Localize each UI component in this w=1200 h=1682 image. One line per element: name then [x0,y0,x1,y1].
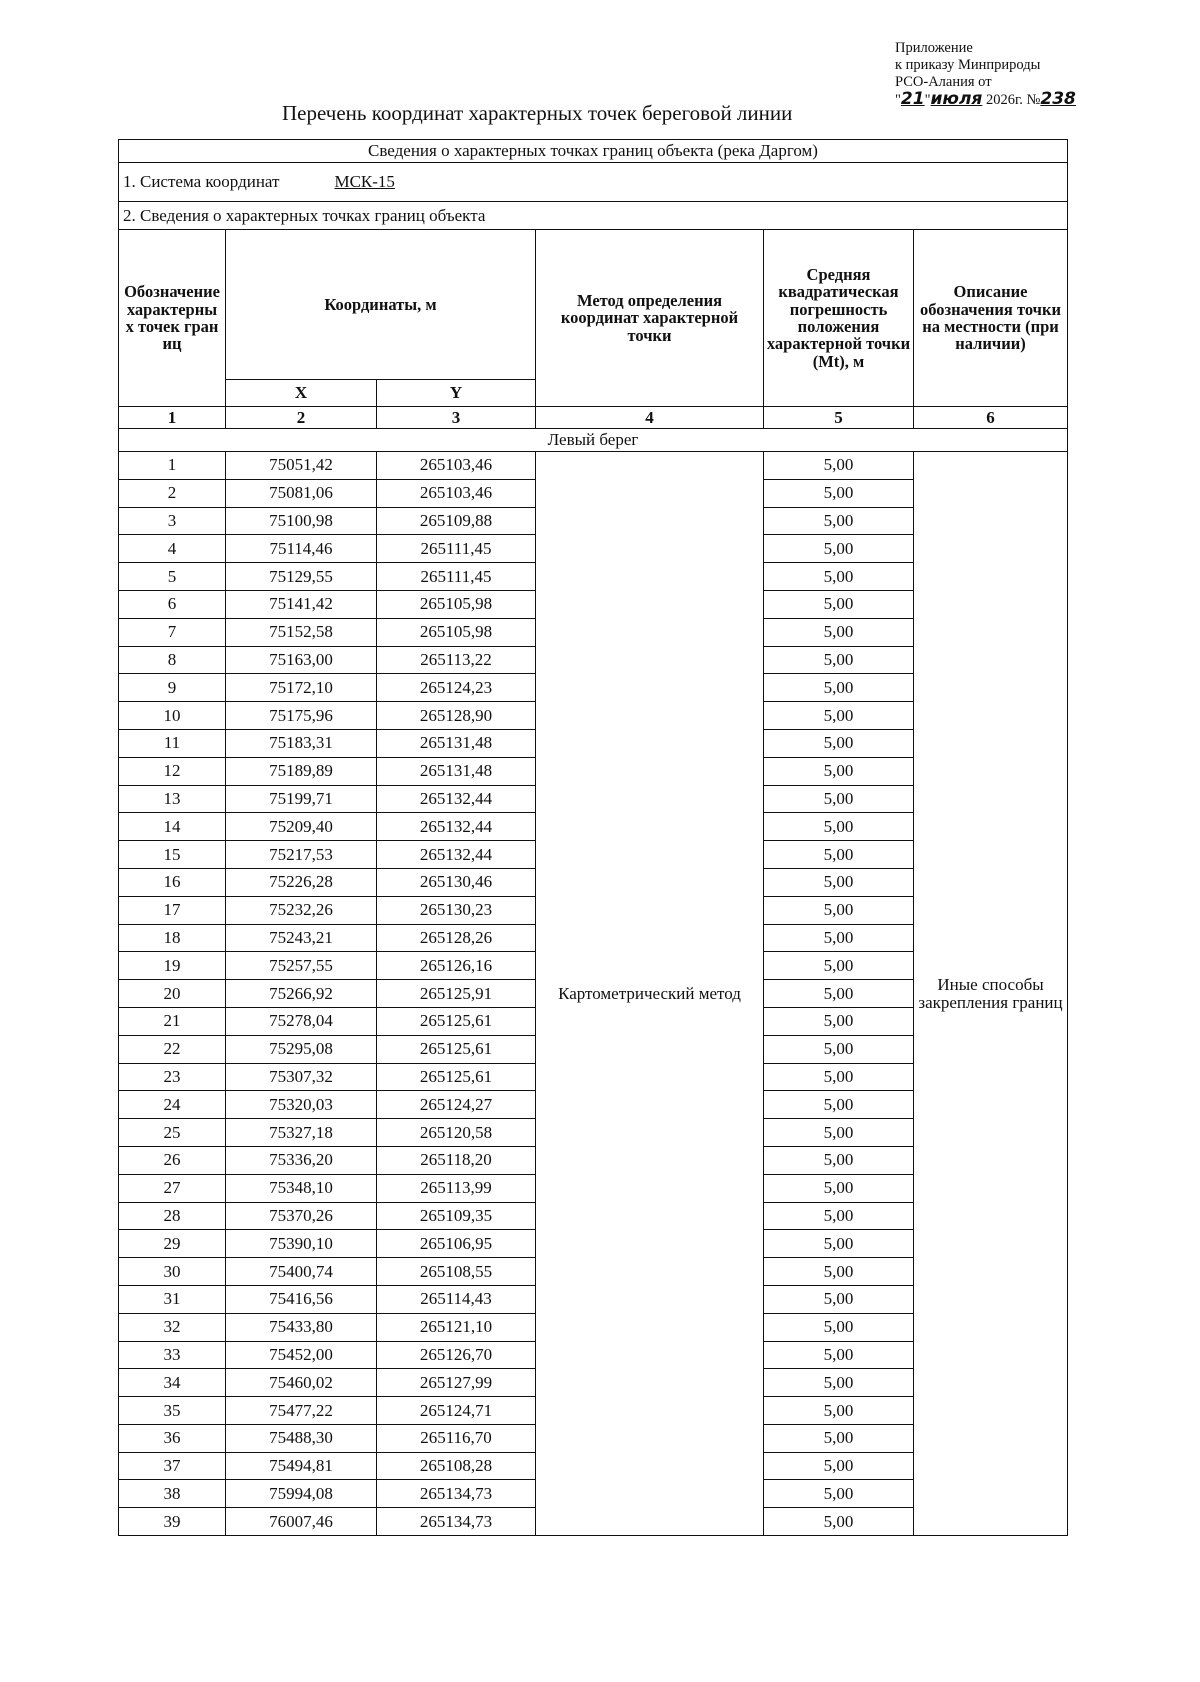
coord-x: 75400,74 [226,1258,377,1286]
mean-error: 5,00 [764,1007,914,1035]
coord-x: 75081,06 [226,479,377,507]
point-number: 33 [119,1341,226,1369]
point-number: 34 [119,1369,226,1397]
mean-error: 5,00 [764,507,914,535]
point-number: 7 [119,618,226,646]
coord-y: 265128,90 [377,702,536,730]
point-number: 23 [119,1063,226,1091]
coord-x: 75189,89 [226,757,377,785]
coord-y: 265130,23 [377,896,536,924]
point-number: 32 [119,1313,226,1341]
point-number: 2 [119,479,226,507]
coord-x: 75278,04 [226,1007,377,1035]
coord-y: 265126,70 [377,1341,536,1369]
point-number: 26 [119,1146,226,1174]
point-number: 18 [119,924,226,952]
coord-x: 75199,71 [226,785,377,813]
mean-error: 5,00 [764,563,914,591]
coord-y: 265132,44 [377,813,536,841]
mean-error: 5,00 [764,896,914,924]
point-number: 16 [119,868,226,896]
point-number: 35 [119,1397,226,1425]
coord-x: 75129,55 [226,563,377,591]
point-number: 4 [119,535,226,563]
point-number: 8 [119,646,226,674]
mean-error: 5,00 [764,785,914,813]
coord-x: 75307,32 [226,1063,377,1091]
coordinates-table [118,139,1068,1536]
coord-y: 265113,99 [377,1174,536,1202]
point-number: 25 [119,1119,226,1147]
coord-x: 75994,08 [226,1480,377,1508]
page-title: Перечень координат характерных точек береговой линии [282,101,793,125]
point-number: 1 [119,452,226,480]
coord-y: 265113,22 [377,646,536,674]
mean-error: 5,00 [764,590,914,618]
coord-y: 265120,58 [377,1119,536,1147]
coord-y: 265121,10 [377,1313,536,1341]
coord-x: 75320,03 [226,1091,377,1119]
handwritten-day: 21 [900,89,925,109]
coord-y: 265124,23 [377,674,536,702]
coord-x: 75370,26 [226,1202,377,1230]
point-number: 12 [119,757,226,785]
coord-y: 265108,28 [377,1452,536,1480]
date-quote-close: " [924,92,931,108]
mean-error: 5,00 [764,1508,914,1536]
mean-error: 5,00 [764,757,914,785]
coordinate-system-label: 1. Система координат [123,172,280,192]
coord-y: 265126,16 [377,952,536,980]
coord-y: 265132,44 [377,785,536,813]
mean-error: 5,00 [764,1397,914,1425]
mean-error: 5,00 [764,535,914,563]
annex-note [895,40,1076,109]
coordinate-system-value: МСК-15 [334,172,395,192]
coord-y: 265111,45 [377,535,536,563]
header-coordinates: Координаты, м [226,230,536,380]
point-number: 36 [119,1424,226,1452]
point-number: 22 [119,1035,226,1063]
point-number: 37 [119,1452,226,1480]
mean-error: 5,00 [764,952,914,980]
coord-y: 265109,35 [377,1202,536,1230]
mean-error: 5,00 [764,646,914,674]
mean-error: 5,00 [764,924,914,952]
coord-y: 265116,70 [377,1424,536,1452]
coord-y: 265103,46 [377,479,536,507]
date-year-number-label: 2026г. № [985,92,1041,108]
point-number: 17 [119,896,226,924]
mean-error: 5,00 [764,1341,914,1369]
coord-x: 75452,00 [226,1341,377,1369]
coord-x: 75209,40 [226,813,377,841]
coord-y: 265109,88 [377,507,536,535]
coord-x: 75217,53 [226,841,377,869]
coord-y: 265108,55 [377,1258,536,1286]
description-cell: Иные способы закрепления границ [914,452,1068,1536]
coord-y: 265118,20 [377,1146,536,1174]
header-x: X [226,380,377,407]
mean-error: 5,00 [764,1452,914,1480]
point-number: 30 [119,1258,226,1286]
point-number: 29 [119,1230,226,1258]
coord-y: 265105,98 [377,590,536,618]
coord-x: 76007,46 [226,1508,377,1536]
mean-error: 5,00 [764,1119,914,1147]
method-cell: Картометрический метод [536,452,764,1536]
mean-error: 5,00 [764,479,914,507]
point-number: 19 [119,952,226,980]
coordinate-system-row [119,163,1068,202]
header-method: Метод определения координат характерной точки [536,230,764,407]
mean-error: 5,00 [764,1369,914,1397]
coord-x: 75051,42 [226,452,377,480]
coord-x: 75327,18 [226,1119,377,1147]
coord-y: 265114,43 [377,1285,536,1313]
mean-error: 5,00 [764,1035,914,1063]
coord-x: 75152,58 [226,618,377,646]
coord-y: 265131,48 [377,757,536,785]
point-number: 38 [119,1480,226,1508]
annex-line-3: РСО-Алания от [895,74,992,90]
coord-x: 75172,10 [226,674,377,702]
column-number-4: 4 [536,407,764,429]
points-info-label: 2. Сведения о характерных точках границ объекта [119,202,1068,230]
table-row [119,452,1068,480]
coord-x: 75232,26 [226,896,377,924]
mean-error: 5,00 [764,1313,914,1341]
coord-x: 75336,20 [226,1146,377,1174]
coord-y: 265131,48 [377,729,536,757]
coord-y: 265134,73 [377,1508,536,1536]
coord-y: 265134,73 [377,1480,536,1508]
header-designation: Обозначение характерных точек границ [119,230,226,407]
mean-error: 5,00 [764,868,914,896]
point-number: 28 [119,1202,226,1230]
coord-x: 75163,00 [226,646,377,674]
coord-x: 75183,31 [226,729,377,757]
point-number: 15 [119,841,226,869]
mean-error: 5,00 [764,618,914,646]
point-number: 20 [119,980,226,1008]
coord-x: 75257,55 [226,952,377,980]
header-error: Средняя квадратическая погрешность положения характерной точки (Mt), м [764,230,914,407]
coord-y: 265127,99 [377,1369,536,1397]
mean-error: 5,00 [764,702,914,730]
mean-error: 5,00 [764,1480,914,1508]
coord-x: 75100,98 [226,507,377,535]
mean-error: 5,00 [764,1258,914,1286]
mean-error: 5,00 [764,813,914,841]
column-number-3: 3 [377,407,536,429]
coord-y: 265125,91 [377,980,536,1008]
mean-error: 5,00 [764,1230,914,1258]
header-description: Описание обозначения точки на местности (при наличии) [914,230,1068,407]
point-number: 24 [119,1091,226,1119]
coord-x: 75348,10 [226,1174,377,1202]
coord-x: 75243,21 [226,924,377,952]
point-number: 31 [119,1285,226,1313]
coord-y: 265125,61 [377,1007,536,1035]
coord-x: 75295,08 [226,1035,377,1063]
point-number: 27 [119,1174,226,1202]
mean-error: 5,00 [764,1063,914,1091]
mean-error: 5,00 [764,1202,914,1230]
coord-x: 75494,81 [226,1452,377,1480]
coord-y: 265124,27 [377,1091,536,1119]
coord-x: 75141,42 [226,590,377,618]
coord-x: 75433,80 [226,1313,377,1341]
point-number: 6 [119,590,226,618]
handwritten-order-number: 238 [1040,89,1076,109]
coord-y: 265132,44 [377,841,536,869]
mean-error: 5,00 [764,674,914,702]
mean-error: 5,00 [764,1285,914,1313]
coord-y: 265103,46 [377,452,536,480]
mean-error: 5,00 [764,729,914,757]
column-number-2: 2 [226,407,377,429]
point-number: 13 [119,785,226,813]
coord-y: 265111,45 [377,563,536,591]
coord-y: 265105,98 [377,618,536,646]
coord-x: 75390,10 [226,1230,377,1258]
mean-error: 5,00 [764,1174,914,1202]
mean-error: 5,00 [764,1091,914,1119]
header-y: Y [377,380,536,407]
point-number: 11 [119,729,226,757]
coord-y: 265106,95 [377,1230,536,1258]
handwritten-month: июля [930,89,983,109]
point-number: 39 [119,1508,226,1536]
date-quote-open: " [895,92,901,108]
coord-y: 265125,61 [377,1063,536,1091]
coord-x: 75175,96 [226,702,377,730]
coord-y: 265124,71 [377,1397,536,1425]
coord-x: 75114,46 [226,535,377,563]
coord-x: 75416,56 [226,1285,377,1313]
point-number: 5 [119,563,226,591]
coord-y: 265130,46 [377,868,536,896]
annex-line-2: к приказу Минприроды [895,57,1041,73]
coord-y: 265128,26 [377,924,536,952]
coord-x: 75477,22 [226,1397,377,1425]
point-number: 9 [119,674,226,702]
point-number: 10 [119,702,226,730]
annex-date-line [895,91,1076,109]
coord-y: 265125,61 [377,1035,536,1063]
bank-label: Левый берег [119,429,1068,452]
point-number: 3 [119,507,226,535]
mean-error: 5,00 [764,1146,914,1174]
point-number: 21 [119,1007,226,1035]
column-number-1: 1 [119,407,226,429]
annex-line-1: Приложение [895,40,973,56]
mean-error: 5,00 [764,1424,914,1452]
coord-x: 75460,02 [226,1369,377,1397]
mean-error: 5,00 [764,980,914,1008]
mean-error: 5,00 [764,452,914,480]
coord-x: 75266,92 [226,980,377,1008]
coord-x: 75488,30 [226,1424,377,1452]
column-number-6: 6 [914,407,1068,429]
point-number: 14 [119,813,226,841]
object-header: Сведения о характерных точках границ объекта (река Даргом) [119,140,1068,163]
mean-error: 5,00 [764,841,914,869]
column-number-5: 5 [764,407,914,429]
coord-x: 75226,28 [226,868,377,896]
